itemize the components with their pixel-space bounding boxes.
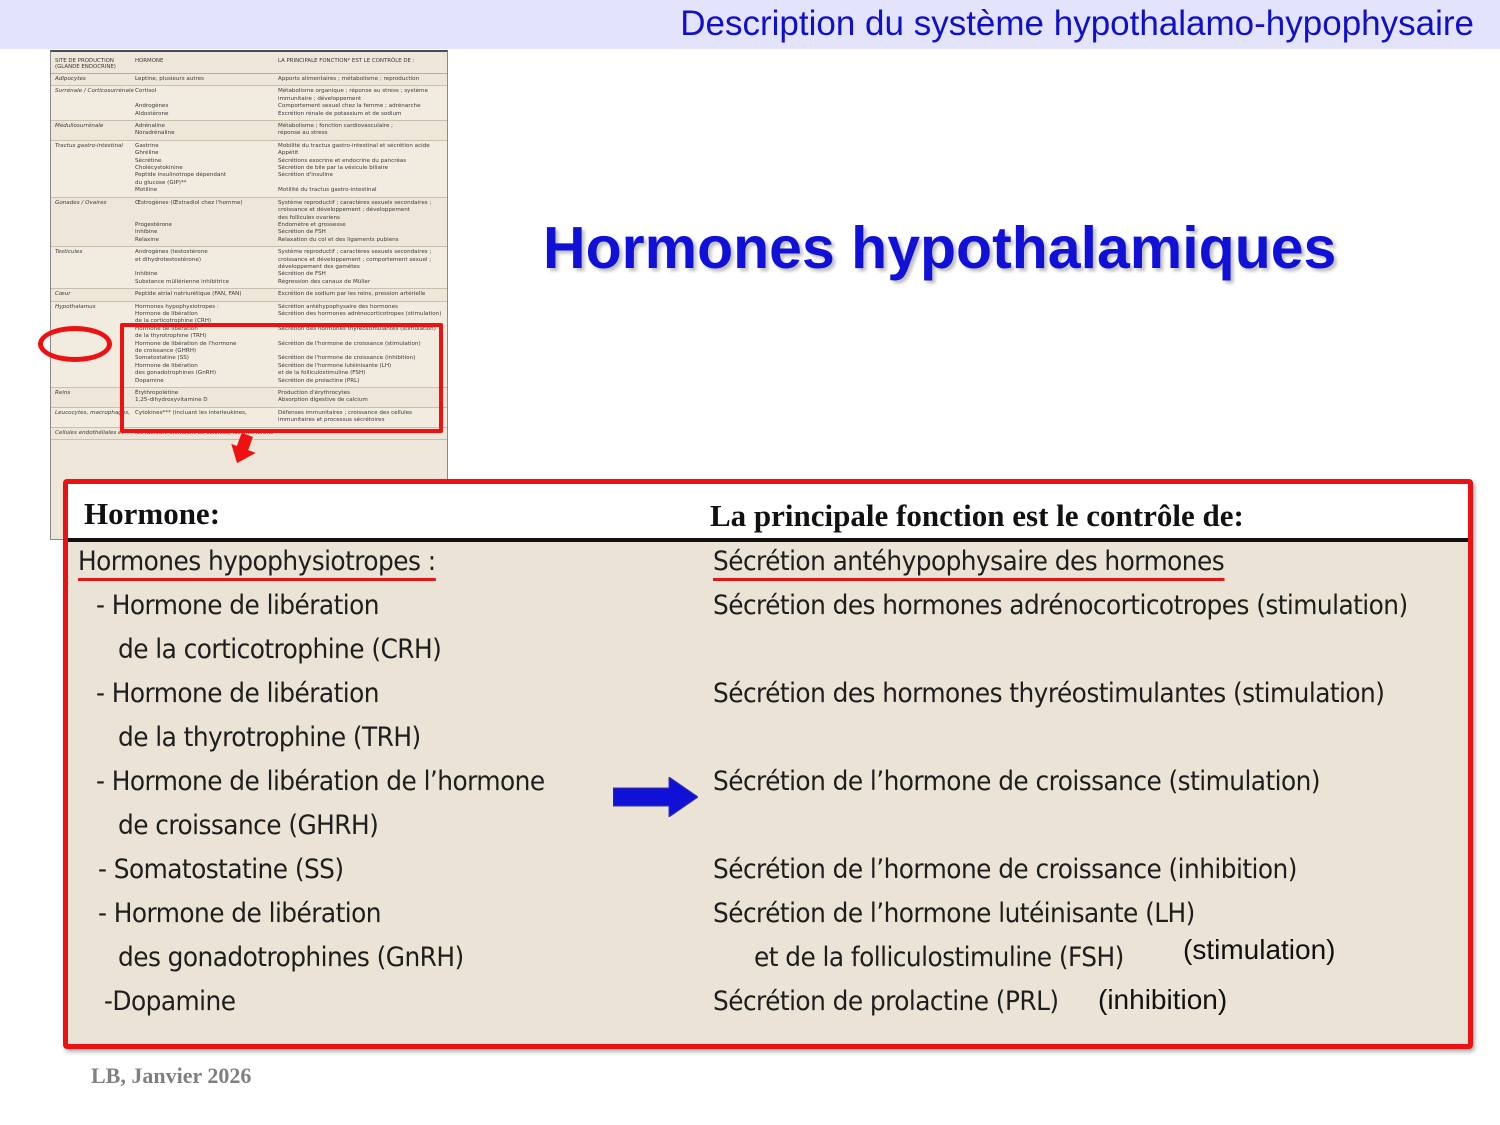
function-row: Sécrétion des hormones thyréostimulantes (stimulation)	[713, 678, 1385, 709]
thumb-cell-site: Reins	[55, 390, 71, 397]
thumbnail-table-row	[51, 198, 447, 247]
thumbnail-table-row	[51, 86, 447, 121]
thumb-cell-hormone: Cortisol Androgènes Aldostérone	[135, 88, 169, 117]
slide-header-title: Description du système hypothalamo-hypophysaire	[680, 4, 1474, 43]
right-arrow-icon	[613, 777, 698, 817]
hormone-row: - Hormone de libération	[96, 678, 379, 709]
function-column-header: La principale fonction est le contrôle de:	[710, 498, 1244, 533]
thumbnail-table-header	[51, 52, 447, 74]
hormone-column-header: Hormone:	[84, 496, 221, 531]
hormone-row: Hormones hypophysiotropes :	[78, 546, 436, 577]
thumb-cell-function: Système reproductif ; caractères sexuels secondaires ; croissance et développement ; comportement sexuel ; développement des gamètes Sécrétion de FSH Régression des canaux de Müller	[278, 249, 432, 285]
thumb-cell-site: Surrénale / Corticosurrénale	[55, 88, 134, 95]
thumb-header-hormone: HORMONE	[135, 58, 164, 64]
thumb-cell-site: Cœur	[55, 291, 71, 298]
function-row: Sécrétion de prolactine (PRL)	[713, 986, 1059, 1017]
fsh-stimulation-annotation: (stimulation)	[1183, 934, 1336, 965]
thumb-cell-function: Mobilité du tractus gastro-intestinal et sécrétion acide Appétit Sécrétions exocrine et endocrine du pancréas Sécrétion de bile par la vésicule biliaire Sécrétion d'insuline Motilité du tractus gastro-intestinal	[278, 142, 430, 194]
thumbnail-table-row	[51, 74, 447, 86]
hormone-row: - Hormone de libération	[96, 590, 379, 621]
thumb-cell-hormone: Androgènes (testostérone et dihydrotestostérone) Inhibine Substance müllérienne inhibitrice	[135, 249, 230, 285]
function-row: Sécrétion de l’hormone de croissance (stimulation)	[713, 766, 1320, 797]
footer-author-date: LB, Janvier 2026	[91, 1063, 252, 1088]
thumb-cell-hormone: les facteurs stimulant de colonies, les interférons	[135, 429, 273, 436]
hormone-row: des gonadotrophines (GnRH)	[118, 942, 464, 973]
function-row: Sécrétion antéhypophysaire des hormones	[713, 546, 1224, 577]
main-title: Hormones hypothalamiques	[543, 215, 1337, 281]
function-row: et de la folliculostimuline (FSH)	[754, 942, 1124, 973]
hormone-row: de la corticotrophine (CRH)	[118, 634, 442, 665]
thumb-cell-function: Production d'érythrocytes Absorption digestive de calcium	[278, 390, 368, 404]
thumb-cell-site: Hypothalamus	[55, 303, 96, 310]
thumb-cell-function: Apports alimentaires ; métabolisme ; reproduction	[278, 76, 420, 82]
thumb-header-function: LA PRINCIPALE FONCTION* EST LE CONTRÔLE DE :	[278, 58, 415, 64]
thumbnail-table-row	[51, 289, 447, 301]
thumbnail-highlight-box	[120, 323, 443, 433]
thumbnail-table-row	[51, 121, 447, 141]
hypothalamus-circle-marker	[38, 326, 112, 362]
thumb-cell-function: Métabolisme organique ; réponse au stress ; système immunitaire ; développement Comportement sexuel chez la femme ; adrénarche Excrétion rénale de potassium et de sodium	[278, 88, 428, 117]
hormone-row: - Hormone de libération	[98, 898, 381, 929]
hormone-row: - Hormone de libération de l’hormone	[96, 766, 545, 797]
function-row: Sécrétion des hormones adrénocorticotropes (stimulation)	[713, 590, 1408, 621]
thumb-cell-site: Testicules	[55, 249, 83, 256]
thumb-cell-function: Excrétion de sodium par les reins, pression artérielle	[278, 291, 426, 298]
slide-header-bar	[0, 0, 1500, 49]
zoomed-hypothalamus-table	[63, 479, 1473, 1049]
thumb-cell-hormone: Gastrine Ghréline Sécrétine Cholécystokinine Peptide insulinotrope dépendant du glucose (GIP)** Motiline	[135, 142, 227, 194]
thumb-cell-site: Adipocytes	[55, 76, 86, 82]
thumb-cell-hormone: Érythropoïétine 1,25-dihydroxyvitamine D	[135, 390, 208, 404]
thumb-cell-site: Leucocytes, macrophages,	[55, 409, 130, 416]
thumb-cell-site: Gonades / Ovaires	[55, 199, 107, 206]
zoom-table-header	[68, 484, 1468, 542]
prl-inhibition-annotation: (inhibition)	[1098, 984, 1228, 1015]
thumb-cell-hormone: Leptine, plusieurs autres	[135, 76, 205, 82]
thumbnail-table-row	[51, 247, 447, 289]
thumb-cell-function: Défenses immunitaires ; croissance des cellules immunitaires et processus sécrétoires	[278, 409, 413, 424]
thumb-cell-site: Cellules endothéliales et	[55, 429, 124, 436]
function-row: Sécrétion de l’hormone de croissance (inhibition)	[713, 854, 1297, 885]
thumb-cell-hormone: Hormones hypophysiotropes : Hormone de libération de la corticotrophine (CRH) Hormone de libération de la thyrotrophine (TRH) Hormone de libération de l'hormone de croissance (GHRH) Somatostatine (SS) Hormone de libération des gonadotrophines (GnRH) Dopamine	[135, 303, 237, 384]
thumb-cell-function: Système reproductif ; caractères sexuels secondaires ; croissance et développement ; développement des follicules ovariens Endomètre et grossesse Sécrétion de FSH Relaxation du col et des ligaments pubiens	[278, 199, 432, 243]
hormone-row: de la thyrotrophine (TRH)	[118, 722, 421, 753]
hormone-row: -Dopamine	[104, 986, 236, 1017]
thumb-cell-function: Métabolisme ; fonction cardiovasculaire ; réponse au stress	[278, 123, 394, 137]
down-arrow-icon	[228, 433, 262, 467]
thumb-cell-hormone: Adrénaline Noradrénaline	[135, 123, 175, 137]
thumb-cell-hormone: Œstrogènes (Œstradiol chez l'homme) Progestérone Inhibine Relaxine	[135, 199, 243, 243]
thumbnail-table-row	[51, 141, 447, 198]
hormone-row: de croissance (GHRH)	[118, 810, 379, 841]
hormone-row: - Somatostatine (SS)	[98, 854, 344, 885]
thumb-cell-site: Médullosurrénale	[55, 123, 104, 130]
thumb-cell-site: Tractus gastro-intestinal	[55, 142, 123, 149]
thumb-cell-hormone: Peptide atrial natriurétique (FAN, FAN)	[135, 291, 242, 298]
thumb-cell-function: Sécrétion antéhypophysaire des hormones Sécrétion des hormones adrénocorticotropes (stimulation) Sécrétion des hormones thyréostimulantes (stimulation) Sécrétion de l'hormone de croissance (stimulation) Sécrétion de l'hormone de croissance (inhibition) Sécrétion de l'hormone lutéinisante (LH) et de la folliculostimuline (FSH) Sécrétion de prolactine (PRL)	[278, 303, 442, 384]
function-row: Sécrétion de l’hormone lutéinisante (LH)	[713, 898, 1195, 929]
thumb-cell-hormone: Cytokines*** (incluant les interleukines,	[135, 409, 247, 416]
thumb-header-site: SITE DE PRODUCTION (GLANDE ENDOCRINE)	[55, 58, 116, 70]
